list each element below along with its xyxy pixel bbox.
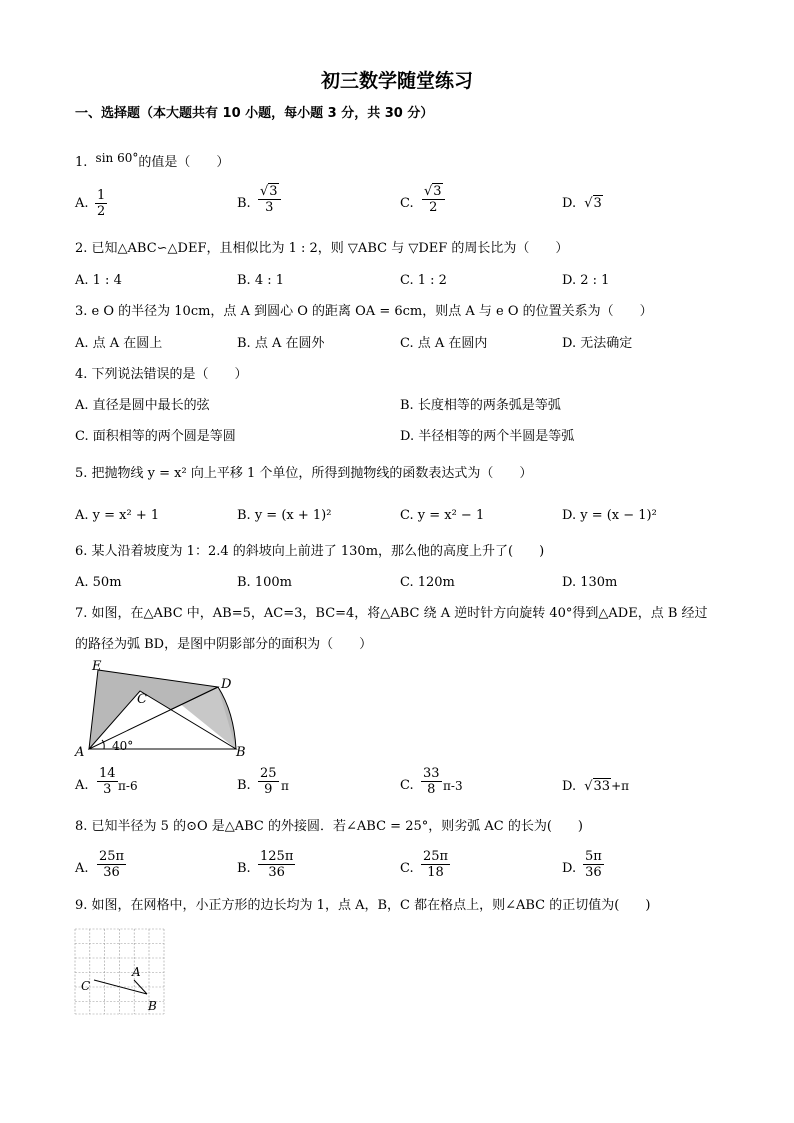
option-label: D.: [562, 779, 577, 794]
label-d: D: [221, 677, 232, 692]
question-9-stem: 9. 如图，在网格中，小正方形的边长均为 1，点 A，B，C 都在格点上，则∠ABC 的正切值为( ): [75, 898, 651, 913]
section-heading: 一、选择题（本大题共有 10 小题，每小题 3 分，共 30 分）: [75, 106, 434, 121]
q7-option-c-fraction[interactable]: [421, 766, 442, 797]
denominator: 9: [264, 782, 273, 797]
sqrt-value: √33: [584, 779, 611, 794]
q7-option-a-tail: π-6: [118, 779, 138, 793]
numerator: 125π: [260, 849, 294, 864]
q8-option-a-fraction[interactable]: [97, 849, 126, 880]
q5-option-c[interactable]: C. y = x² − 1: [400, 508, 485, 523]
question-7-stem-line2: 的路径为弧 BD，是图中阴影部分的面积为（ ）: [75, 637, 373, 652]
question-text: 的值是（ ）: [138, 155, 230, 170]
label-b: B: [148, 999, 157, 1013]
q8-option-d-fraction[interactable]: [583, 849, 604, 880]
denominator: 18: [427, 865, 444, 880]
question-5-stem: 5. 把抛物线 y = x² 向上平移 1 个单位，所得到抛物线的函数表达式为（ ）: [75, 466, 533, 481]
label-a: A: [132, 965, 141, 979]
question-8-stem: 8. 已知半径为 5 的⊙O 是△ABC 的外接圆．若∠ABC = 25°，则劣弧 AC 的长为( ): [75, 819, 583, 834]
numerator: √3: [424, 184, 442, 199]
q5-option-d[interactable]: D. y = (x − 1)²: [562, 508, 657, 523]
q1-option-a-fraction[interactable]: [95, 188, 107, 219]
numerator: √3: [260, 184, 278, 199]
numerator: 14: [99, 766, 116, 781]
q7-option-a-label[interactable]: A.: [75, 778, 89, 793]
denominator: 3: [265, 200, 274, 215]
sqrt-value: √3: [584, 196, 602, 211]
q7-option-b-label[interactable]: B.: [237, 778, 251, 793]
q7-option-d[interactable]: [562, 778, 629, 795]
q2-option-c[interactable]: C. 1 : 2: [400, 273, 447, 288]
q1-option-d[interactable]: [562, 196, 603, 212]
label-b: B: [236, 745, 246, 760]
numerator: 1: [97, 188, 106, 203]
denominator: 2: [97, 204, 106, 219]
q2-option-b[interactable]: B. 4 : 1: [237, 273, 285, 288]
denominator: 36: [585, 865, 602, 880]
label-a: A: [75, 745, 85, 760]
page-title: 初三数学随堂练习: [320, 70, 473, 92]
q1-option-a-label[interactable]: A.: [75, 196, 89, 211]
q4-option-b[interactable]: B. 长度相等的两条弧是等弧: [400, 398, 561, 413]
q4-option-d[interactable]: D. 半径相等的两个半圆是等弧: [400, 429, 575, 444]
question-number: 1.: [75, 155, 88, 170]
label-e: E: [92, 660, 102, 674]
label-c: C: [81, 979, 91, 993]
option-label: D.: [562, 196, 577, 211]
numerator: 25π: [423, 849, 449, 864]
q7-option-b-fraction[interactable]: [258, 766, 279, 797]
question-7-stem-line1: 7. 如图，在△ABC 中，AB=5，AC=3，BC=4，将△ABC 绕 A 逆时针方向旋转 40°得到△ADE，点 B 经过: [75, 606, 708, 621]
q6-option-b[interactable]: B. 100m: [237, 575, 292, 590]
denominator: 8: [427, 782, 436, 797]
label-c: C: [137, 692, 147, 707]
question-6-stem: 6. 某人沿着坡度为 1：2.4 的斜坡向上前进了 130m，那么他的高度上升了( ): [75, 544, 545, 559]
numerator: 5π: [585, 849, 602, 864]
q1-option-c-fraction[interactable]: [422, 184, 445, 215]
q8-option-b-label[interactable]: B.: [237, 861, 251, 876]
q8-option-d-label[interactable]: D.: [562, 861, 577, 876]
option-tail: +π: [611, 779, 630, 793]
q8-option-a-label[interactable]: A.: [75, 861, 89, 876]
q7-option-b-tail: π: [281, 779, 289, 793]
question-2-stem: 2. 已知△ABC∽△DEF，且相似比为 1 : 2，则 ▽ABC 与 ▽DEF 的周长比为（ ）: [75, 241, 569, 256]
q6-option-a[interactable]: A. 50m: [75, 575, 122, 590]
q3-option-a[interactable]: A. 点 A 在圆上: [75, 336, 163, 351]
q1-option-c-label[interactable]: C.: [400, 196, 414, 211]
q1-option-b-fraction[interactable]: [258, 184, 281, 215]
angle-label: 40°: [112, 739, 134, 753]
q4-option-a[interactable]: A. 直径是圆中最长的弦: [75, 398, 210, 413]
q6-option-c[interactable]: C. 120m: [400, 575, 455, 590]
q1-option-b-label[interactable]: B.: [237, 196, 251, 211]
denominator: 3: [103, 782, 112, 797]
q8-option-c-fraction[interactable]: [421, 849, 450, 880]
numerator: 33: [423, 766, 440, 781]
q3-option-c[interactable]: C. 点 A 在圆内: [400, 336, 488, 351]
q7-option-c-label[interactable]: C.: [400, 778, 414, 793]
question-3-stem: 3. e O 的半径为 10cm，点 A 到圆心 O 的距离 OA = 6cm，则点 A 与 e O 的位置关系为（ ）: [75, 304, 653, 319]
sin-expression: sin 60°: [95, 151, 139, 165]
numerator: 25: [260, 766, 277, 781]
numerator: 25π: [99, 849, 125, 864]
q6-option-d[interactable]: D. 130m: [562, 575, 618, 590]
q3-option-d[interactable]: D. 无法确定: [562, 336, 633, 351]
q2-option-d[interactable]: D. 2 : 1: [562, 273, 610, 288]
question-4-stem: 4. 下列说法错误的是（ ）: [75, 367, 248, 382]
q7-option-c-tail: π-3: [443, 779, 463, 793]
q7-figure: [70, 660, 260, 760]
q3-option-b[interactable]: B. 点 A 在圆外: [237, 336, 325, 351]
q9-grid-figure: [74, 928, 166, 1016]
q5-option-a[interactable]: A. y = x² + 1: [75, 508, 160, 523]
q2-option-a[interactable]: A. 1 : 4: [75, 273, 122, 288]
denominator: 36: [268, 865, 285, 880]
q7-option-a-fraction[interactable]: [97, 766, 118, 797]
question-1-stem: [75, 150, 229, 171]
q8-option-c-label[interactable]: C.: [400, 861, 414, 876]
denominator: 36: [103, 865, 120, 880]
q8-option-b-fraction[interactable]: [258, 849, 295, 880]
denominator: 2: [429, 200, 438, 215]
q5-option-b[interactable]: B. y = (x + 1)²: [237, 508, 332, 523]
q4-option-c[interactable]: C. 面积相等的两个圆是等圆: [75, 429, 236, 444]
